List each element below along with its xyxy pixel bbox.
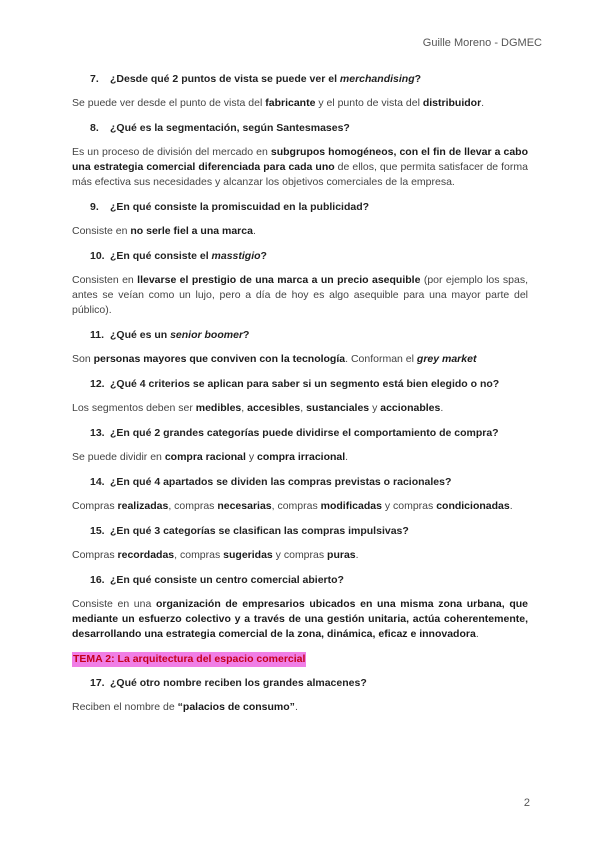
answer-14: Compras realizadas, compras necesarias, compras modificadas y compras condicionadas.: [72, 500, 513, 512]
question-16: 16. ¿En qué consiste un centro comercial abierto?: [90, 574, 344, 586]
answer-15: Compras recordadas, compras sugeridas y compras puras.: [72, 549, 359, 561]
answer-12: Los segmentos deben ser medibles, accesibles, sustanciales y accionables.: [72, 402, 444, 414]
answer-13: Se puede dividir en compra racional y compra irracional.: [72, 451, 349, 463]
question-15: 15. ¿En qué 3 categorías se clasifican las compras impulsivas?: [90, 525, 409, 537]
question-7: 7. ¿Desde qué 2 puntos de vista se puede ver el merchandising?: [90, 73, 422, 85]
question-17: 17. ¿Qué otro nombre reciben los grandes almacenes?: [90, 677, 367, 689]
answer-7: Se puede ver desde el punto de vista del fabricante y el punto de vista del distribuidor.: [72, 97, 485, 109]
question-9: 9. ¿En qué consiste la promiscuidad en la publicidad?: [90, 201, 370, 213]
answer-16: Consiste en una organización de empresarios ubicados en una misma zona urbana, que mediante un esfuerzo colectivo y a través de una gestión unitaria, actúa coherentemente, desarrollando una estrategia comercial de la zona, dinámica, eficaz e innovadora.: [72, 598, 528, 640]
question-8: 8. ¿Qué es la segmentación, según Santesmases?: [90, 122, 350, 134]
question-11: 11. ¿Qué es un senior boomer?: [90, 329, 250, 341]
answer-8: Es un proceso de división del mercado en subgrupos homogéneos, con el fin de llevar a cabo una estrategia comercial diferenciada para cada uno de ellos, que permita satisfacer de forma más efectiva sus necesidades y alcanzar los objetivos comerciales de la empresa.: [72, 146, 528, 188]
answer-10: Consisten en llevarse el prestigio de una marca a un precio asequible (por ejemplo los spas, antes se veían como un lujo, pero a día de hoy es algo asequible para una mayor parte del público).: [72, 274, 528, 316]
page-number: 2: [523, 797, 530, 809]
question-13: 13. ¿En qué 2 grandes categorías puede dividirse el comportamiento de compra?: [90, 427, 499, 439]
section-heading-tema-2: TEMA 2: La arquitectura del espacio comercial: [73, 653, 306, 665]
question-10: 10. ¿En qué consiste el masstigio?: [90, 250, 267, 262]
document-body: [72, 72, 528, 715]
question-14: 14. ¿En qué 4 apartados se dividen las compras previstas o racionales?: [90, 476, 452, 488]
answer-17: Reciben el nombre de “palacios de consumo”.: [72, 701, 298, 713]
page-header: Guille Moreno - DGMEC: [422, 37, 542, 49]
answer-9: Consiste en no serle fiel a una marca.: [72, 225, 256, 237]
answer-11: Son personas mayores que conviven con la tecnología. Conforman el grey market: [72, 353, 477, 365]
question-12: 12. ¿Qué 4 criterios se aplican para saber si un segmento está bien elegido o no?: [90, 378, 500, 390]
